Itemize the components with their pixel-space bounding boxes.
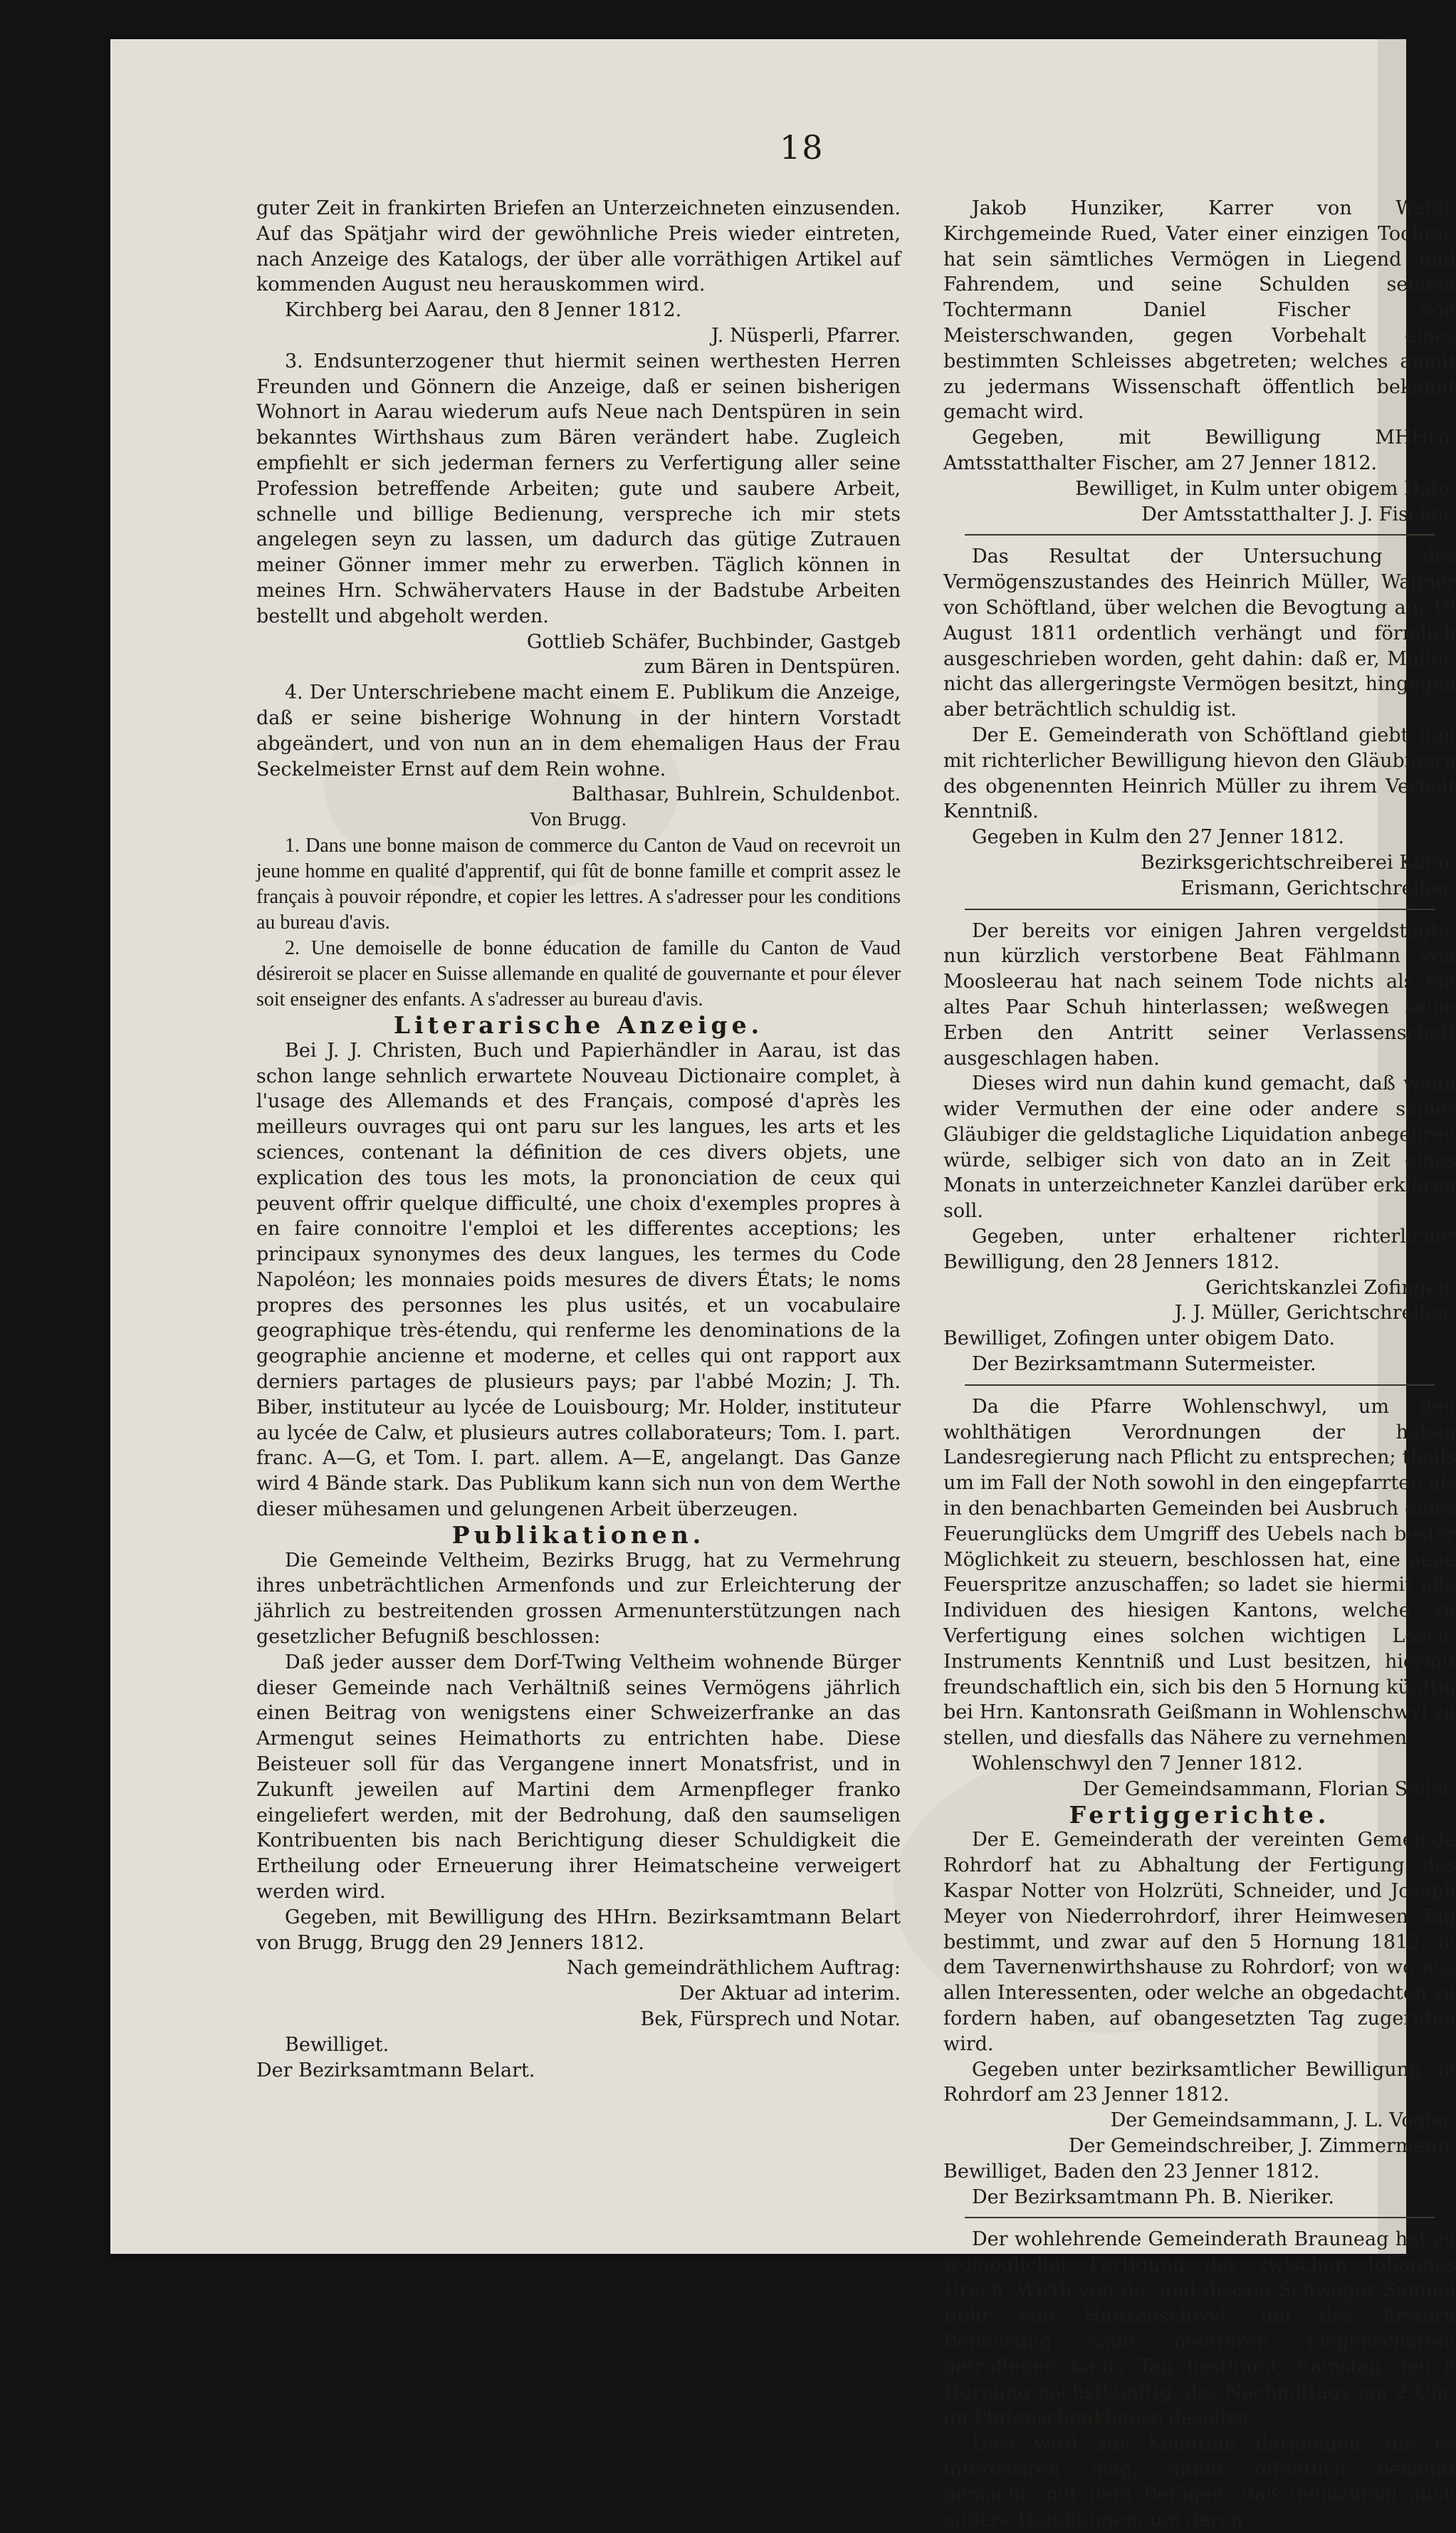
paragraph: guter Zeit in frankirten Briefen an Unterzeichneten einzusenden. Auf das Spätjahr wird der gewöhnliche Preis wieder eintreten, nach Anzeige des Katalogs, der über alle vorräthigen Artikel auf kommenden August neu herauskommen wird. — [256, 197, 901, 296]
paragraph: Balthasar, Buhlrein, Schuldenbot. — [572, 783, 901, 806]
paragraph: Jakob Hunziker, Karrer von Waldi, Kirchgemeinde Rued, Vater einer einzigen Tochter, hat sein sämtliches Vermögen in Liegend und Fahrendem, und seine Schulden seinem Tochtermann Daniel Fischer von Meisterschwanden, gegen Vorbehalt eines bestimmten Schleisses abgetreten; welches anmit zu jedermans Wissenschaft öffentlich bekannt gemacht wird. — [943, 197, 1456, 424]
paragraph: Die Gemeinde Veltheim, Bezirks Brugg, hat zu Vermehrung ihres unbeträchtlichen Armenfonds und zur Erleichterung der jährlich zu bestreitenden grossen Armenunterstützungen nach gesetzlicher Befugniß beschlossen: — [256, 1549, 901, 1649]
paragraph: Der bereits vor einigen Jahren vergeldstagte, nun kürzlich verstorbene Beat Fählmann von Moosleerau hat nach seinem Tode nichts als ein altes Paar Schuh hinterlassen; weßwegen seine Erben den Antritt seiner Verlassenschaft ausgeschlagen haben. — [943, 919, 1456, 1070]
paragraph: Dieses wird nun dahin kund gemacht, daß wenn wider Vermuthen der eine oder andere seiner Gläubiger die geldstagliche Liquidation anbegehren würde, selbiger sich von dato an in Zeit eines Monats in unterzeichneter Kanzlei darüber erklären soll. — [943, 1072, 1456, 1223]
section-heading: Literarische Anzeige. — [393, 1010, 764, 1039]
paragraph: Erismann, Gerichtschreiber. — [1180, 877, 1456, 899]
section-heading: Fertiggerichte. — [1069, 1800, 1331, 1829]
paragraph: Der wohlehrende Gemeinderath Brauneag hat zu womöglicher Fertigung des zwischen Johannes Urech, Wirth von da, und dessen Schwager Samuel Rohr von Hunzenschwyl, um des Erstern Behausung samt mehreren Liegenschaften getroffenen Kaufs Tag bestimmt, Samstag den 8 Hornung nächstkünftig, des Nachmittags um 2 Uhr, im Pintenschenkhause daselbst. — [943, 2228, 1456, 2429]
paragraph: Nach gemeindräthlichem Auftrag: — [566, 1957, 901, 1980]
paragraph: Der E. Gemeinderath der vereinten Gemeinde Rohrdorf hat zu Abhaltung der Fertigung des Kaspar Notter von Holzrüti, Schneider, und Joseph Meyer von Niederrohrdorf, ihrer Heimwesen Tag bestimmt, und zwar auf den 5 Hornung 1812, in dem Tavernenwirthshause zu Rohrdorf; von wo aus allen Interessenten, oder welche an obgedachten zu fordern haben, auf obangesetzten Tag zugerufen wird. — [943, 1829, 1456, 2055]
paragraph: Von Brugg. — [530, 810, 627, 830]
paragraph: Gegeben in Kulm den 27 Jenner 1812. — [972, 826, 1344, 849]
paragraph: Gegeben unter bezirksamtlicher Bewilligung, in Rohrdorf am 23 Jenner 1812. — [943, 2058, 1456, 2106]
paragraph: Der Gemeindsammann, Florian Seiler. — [1082, 1777, 1456, 1800]
section-divider — [965, 1384, 1435, 1386]
paragraph: Gerichtskanzlei Zofingen. — [1205, 1276, 1456, 1299]
paragraph: Kirchberg bei Aarau, den 8 Jenner 1812. — [285, 299, 682, 322]
section-divider — [965, 909, 1435, 910]
paragraph: Bewilliget, Zofingen unter obigem Dato. — [943, 1327, 1336, 1350]
paragraph: Gottlieb Schäfer, Buchbinder, Gastgeb — [526, 630, 901, 653]
paragraph: Der Bezirksamtmann Sutermeister. — [972, 1353, 1316, 1376]
paragraph: Bezirksgerichtschreiberei Kulm. — [1140, 851, 1456, 874]
paragraph: Das Resultat der Untersuchung des Vermögenszustandes des Heinrich Müller, Wagner von Schöftland, über welchen die Bevogtung am 19 August 1811 ordentlich verhängt und förmlich ausgeschrieben worden, geht dahin: daß er, Müller, nicht das allergeringste Vermögen besitzt, hingegen aber beträchtlich schuldig ist. — [943, 545, 1456, 721]
paragraph: Der Aktuar ad interim. — [679, 1983, 901, 2005]
paragraph: Der Bezirksamtmann Belart. — [256, 2059, 535, 2082]
paragraph: Daß jeder ausser dem Dorf-Twing Veltheim wohnende Bürger dieser Gemeinde nach Verhältniß seines Vermögens jährlich einen Beitrag von wenigstens einer Schweizerfranke an das Armengut seines Heimathorts zu entrichten habe. Diese Beisteuer soll für das Vergangene innert Monatsfrist, und in Zukunft jeweilen auf Martini dem Armenpfleger franko eingeliefert werden, mit der Bedrohung, daß den saumseligen Kontribuenten bis nach Berichtigung dieser Schuldigkeit die Ertheilung oder Erneuerung ihrer Heimatscheine verweigert werden wird. — [256, 1651, 901, 1903]
paragraph: Der Gemeindschreiber, J. Zimmermann. — [1068, 2134, 1456, 2157]
paragraph: Der Bezirksamtmann Ph. B. Nieriker. — [972, 2185, 1334, 2208]
section-divider — [965, 2217, 1435, 2218]
paragraph: Der Gemeindsammann, J. L. Vogler. — [1110, 2109, 1456, 2132]
paragraph: zum Bären in Dentspüren. — [644, 656, 901, 679]
paragraph: Gegeben, mit Bewilligung MHHrn. Amtsstatthalter Fischer, am 27 Jenner 1812. — [943, 427, 1456, 474]
paragraph: 3. Endsunterzogener thut hiermit seinen werthesten Herren Freunden und Gönnern die Anzeige, daß er seinen bisherigen Wohnort in Aarau wiederum aufs Neue nach Dentspüren in sein bekanntes Wirthshaus zum Bären verändert habe. Zugleich empfiehlt er sich jederman ferners zu Verfertigung aller seine Profession betreffende Arbeiten; gute und saubere Arbeit, schnelle und billige Bedienung, verspreche ich mir stets angelegen seyn zu lassen, um dadurch das gütige Zutrauen meiner Gönner immer mehr zu erwerben. Täglich können in meines Hrn. Schwähervaters Hause in der Badstube Arbeiten bestellt und abgeholt werden. — [256, 350, 901, 627]
paragraph: Der E. Gemeinderath von Schöftland giebt nun mit richterlicher Bewilligung hievon den Gläubigern des obgenennten Heinrich Müller zu ihrem Verhalt Kenntniß. — [943, 724, 1456, 823]
left-column — [256, 196, 901, 2083]
paragraph: Gegeben, unter erhaltener richterlicher Bewilligung, den 28 Jenners 1812. — [943, 1226, 1456, 1273]
paragraph: Bek, Fürsprech und Notar. — [640, 2008, 901, 2030]
newspaper-page — [110, 39, 1456, 2532]
paragraph: J. Nüsperli, Pfarrer. — [711, 324, 901, 347]
paragraph: 2. Une demoiselle de bonne éducation de famille du Canton de Vaud désireroit se placer en Suisse allemande en qualité de gouvernante et pour élever soit enseigner des enfants. A s'adresser au bureau d'avis. — [256, 936, 901, 1010]
paragraph: Bewilliget, in Kulm unter obigem Dato. — [1075, 477, 1456, 500]
section-divider — [965, 534, 1435, 536]
paragraph: Gegeben, mit Bewilligung des HHrn. Bezirksamtmann Belart von Brugg, Brugg den 29 Jenners 1812. — [256, 1906, 901, 1954]
paragraph: Dies wird zur Kenntniß derjenigen, die es interessiren mag, anmit öffentlich bekannt gemacht, mit dem Befügen, daß dennzumal auch andere Handlungen, um deren — [943, 2432, 1456, 2532]
paragraph: Bewilliget, Baden den 23 Jenner 1812. — [943, 2160, 1320, 2183]
page-number: 18 — [780, 128, 824, 167]
right-column — [943, 196, 1456, 2533]
section-heading: Publikationen. — [451, 1520, 706, 1549]
paragraph: 1. Dans une bonne maison de commerce du Canton de Vaud on recevroit un jeune homme en qualité d'apprentif, qui fût de bonne famille et comprit assez le français à pouvoir répondre, et copier les lettres. A s'adresser pour les conditions au bureau d'avis. — [256, 834, 901, 934]
paragraph: Der Amtsstatthalter J. J. Fischer. — [1141, 503, 1456, 526]
paragraph: Wohlenschwyl den 7 Jenner 1812. — [972, 1753, 1303, 1775]
paragraph: Da die Pfarre Wohlenschwyl, um den wohlthätigen Verordnungen der hohen Landesregierung nach Pflicht zu entsprechen; theils um im Fall der Noth sowohl in den eingepfarrten als in den benachbarten Gemeinden bei Ausbruch eines Feuerunglücks dem Umgriff des Uebels nach bester Möglichkeit zu steuern, beschlossen hat, eine neue Feuerspritze anzuschaffen; so ladet sie hiermit alle Individuen des hiesigen Kantons, welche zu Verfertigung eines solchen wichtigen Lösch-Instruments Kenntniß und Lust besitzen, hiermit freundschaftlich ein, sich bis den 5 Hornung künftig bei Hrn. Kantonsrath Geißmann in Wohlenschwyl zu stellen, und diesfalls das Nähere zu vernehmen. — [943, 1395, 1456, 1750]
paragraph: 4. Der Unterschriebene macht einem E. Publikum die Anzeige, daß er seine bisherige Wohnung in der hintern Vorstadt abgeändert, und von nun an in dem ehemaligen Haus der Frau Seckelmeister Ernst auf dem Rein wohne. — [256, 681, 901, 780]
paragraph: J. J. Müller, Gerichtschreiber. — [1174, 1302, 1456, 1325]
paragraph: Bewilliget. — [285, 2033, 389, 2056]
paragraph: Bei J. J. Christen, Buch und Papierhändler in Aarau, ist das schon lange sehnlich erwartete Nouveau Dictionaire complet, à l'usage des Allemands et des Français, composé d'après les meilleurs ouvrages qui ont paru sur les langues, les arts et les sciences, contenant la définition de ces divers objets, une explication des tous les mots, la prononciation de ceux qui peuvent offrir quelque difficulté, une choix d'exemples propres à en faire connoitre l'emploi et les differentes acceptions; les principaux synonymes des deux langues, les termes du Code Napoléon; les monnaies poids mesures de divers États; le noms propres des personnes les plus usités, et un vocabulaire geographique très-étendu, qui renferme les denominations de la geographie ancienne et moderne, et celles qui ont rapport aux derniers partages de plusieurs pays; par l'abbé Mozin; J. Th. Biber, instituteur au lycée de Louisbourg; Mr. Holder, instituteur au lycée de Calw, et plusieurs autres collaborateurs; Tom. I. part. franc. A—G, et Tom. I. part. allem. A—E, angelangt. Das Ganze wird 4 Bände stark. Das Publikum kann sich nun von dem Werthe dieser mühesamen und gelungenen Arbeit überzeugen. — [256, 1039, 901, 1521]
